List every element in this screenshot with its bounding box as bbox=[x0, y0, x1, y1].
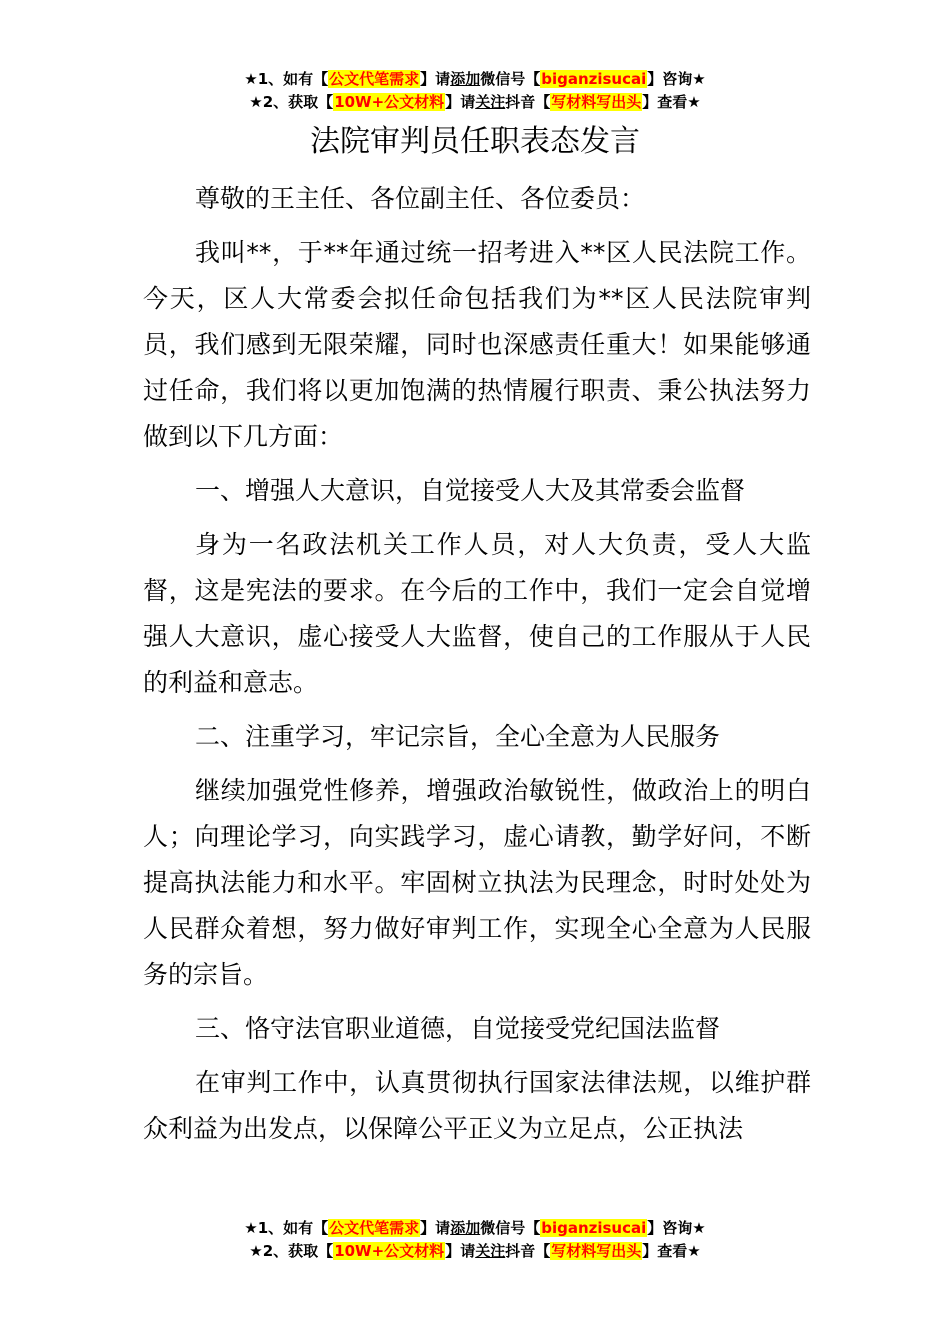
section-heading: 一、增强人大意识，自觉接受人大及其常委会监督 bbox=[195, 476, 746, 505]
section-heading: 二、注重学习，牢记宗旨，全心全意为人民服务 bbox=[195, 722, 721, 751]
footer-ad-banner bbox=[0, 1217, 950, 1263]
document-body bbox=[143, 176, 811, 1160]
banner-line-2: ★2、获取【10W+公文材料】请关注抖音【写材料写出头】查看★ bbox=[249, 1242, 701, 1260]
body-paragraph: 在审判工作中，认真贯彻执行国家法律法规，以维护群众利益为出发点，以保障公平正义为立足点，公正执法 bbox=[143, 1068, 811, 1143]
body-paragraph: 继续加强党性修养，增强政治敏锐性，做政治上的明白人；向理论学习，向实践学习，虚心请教，勤学好问，不断提高执法能力和水平。牢固树立执法为民理念，时时处处为人民群众着想，努力做好审判工作，实现全心全意为人民服务的宗旨。 bbox=[143, 776, 811, 989]
banner-line-2: ★2、获取【10W+公文材料】请关注抖音【写材料写出头】查看★ bbox=[249, 93, 701, 111]
banner-line-1: ★1、如有【公文代笔需求】请添加微信号【biganzisucai】咨询★ bbox=[244, 1219, 706, 1237]
header-ad-banner bbox=[0, 68, 950, 114]
salutation: 尊敬的王主任、各位副主任、各位委员： bbox=[195, 184, 646, 213]
banner-line-1: ★1、如有【公文代笔需求】请添加微信号【biganzisucai】咨询★ bbox=[244, 70, 706, 88]
body-paragraph: 身为一名政法机关工作人员，对人大负责，受人大监督，这是宪法的要求。在今后的工作中，我们一定会自觉增强人大意识，虚心接受人大监督，使自己的工作服从于人民的利益和意志。 bbox=[143, 530, 811, 697]
section-heading: 三、恪守法官职业道德，自觉接受党纪国法监督 bbox=[195, 1014, 721, 1043]
body-paragraph: 我叫**，于**年通过统一招考进入**区人民法院工作。今天，区人大常委会拟任命包括我们为**区人民法院审判员，我们感到无限荣耀，同时也深感责任重大！如果能够通过任命，我们将以更加饱满的热情履行职责、秉公执法努力做到以下几方面： bbox=[143, 238, 811, 451]
document-title: 法院审判员任职表态发言 bbox=[310, 124, 640, 159]
